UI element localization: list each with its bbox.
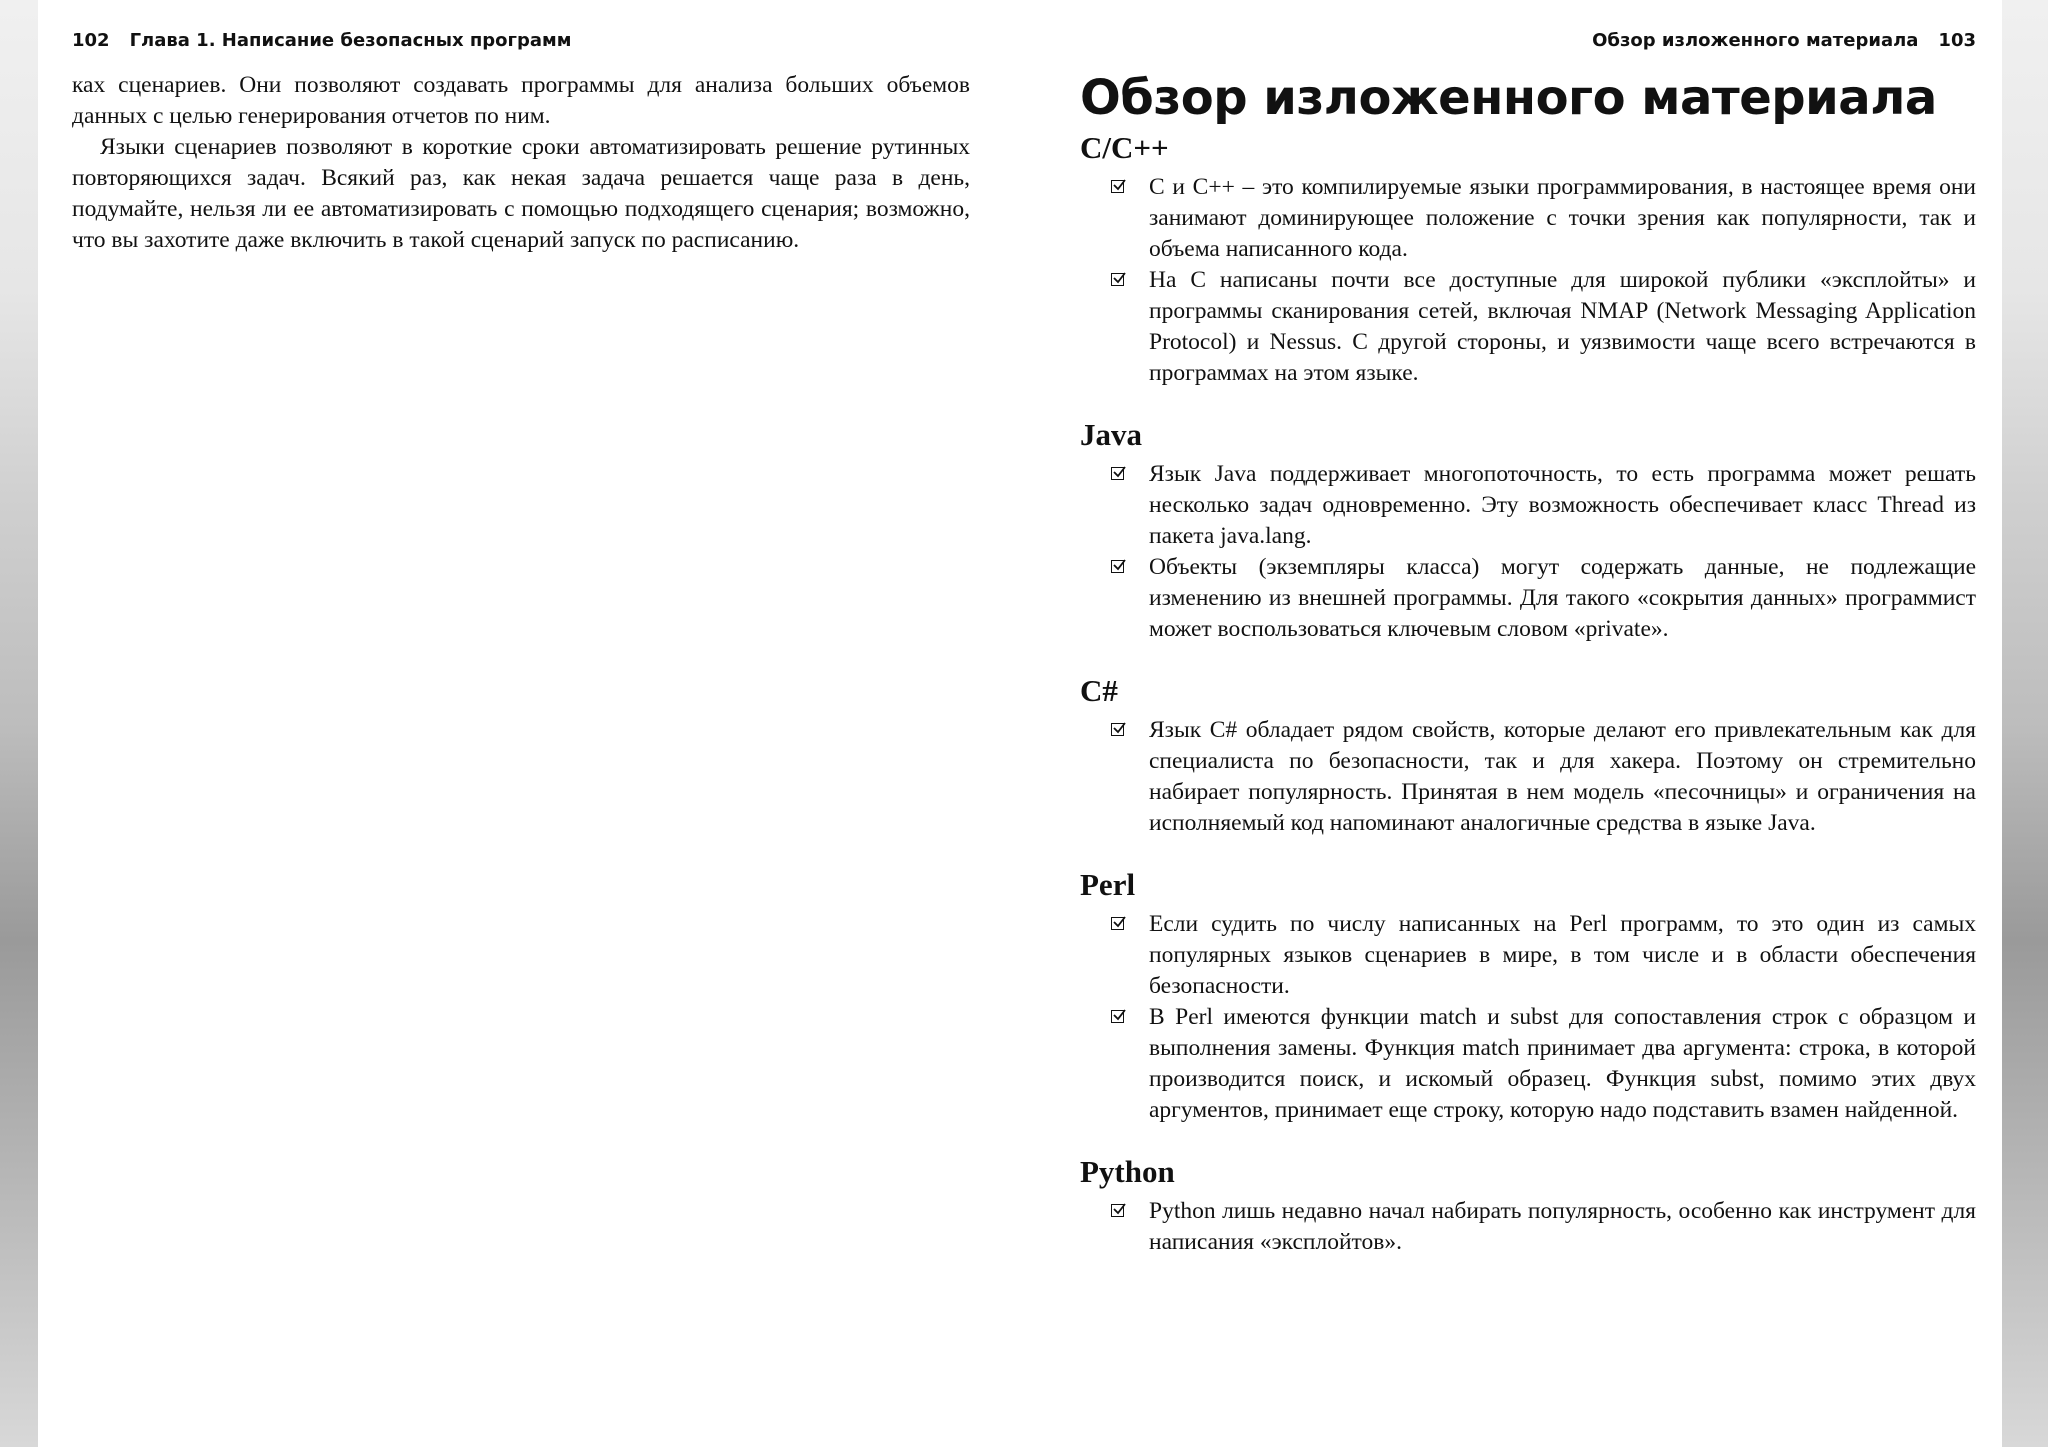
list-item — [1080, 909, 1976, 1002]
section-heading-python: Python — [1080, 1154, 1175, 1189]
section-list-csharp — [1080, 715, 1976, 839]
page-title: Обзор изложенного материала — [1080, 70, 1937, 126]
right-page — [1030, 0, 2002, 1447]
page-edge-right — [2002, 0, 2048, 1447]
list-item — [1080, 715, 1976, 839]
section-list-python — [1080, 1196, 1976, 1258]
section-list-c-cpp — [1080, 172, 1976, 389]
summary-content — [1080, 68, 1976, 1258]
left-body-text — [72, 70, 970, 256]
checkbox-icon — [1111, 917, 1124, 930]
section-heading-csharp: C# — [1080, 673, 1118, 708]
section-heading-perl: Perl — [1080, 867, 1136, 902]
checkbox-icon — [1111, 180, 1124, 193]
checkbox-icon — [1111, 467, 1124, 480]
item-text: Python лишь недавно начал набирать популярность, особенно как инструмент для написания «эксплойтов». — [1149, 1198, 1976, 1255]
list-item — [1080, 459, 1976, 552]
item-text: В Perl имеются функции match и subst для сопоставления строк с образцом и выполнения замены. Функция match принимает два аргумента: строка, в которой производится поиск, и искомый образец. Функция subst, помимо этих двух аргументов, принимает еще строку, которую надо подставить взамен найденной. — [1149, 1004, 1976, 1123]
list-item — [1080, 1002, 1976, 1126]
checkbox-icon — [1111, 1010, 1124, 1023]
section-list-java — [1080, 459, 1976, 645]
item-text: Язык Java поддерживает многопоточность, то есть программа может решать несколько задач одновременно. Эту возможность обеспечивает класс Thread из пакета java.lang. — [1149, 461, 1976, 549]
checkbox-icon — [1111, 1204, 1124, 1217]
list-item — [1080, 172, 1976, 265]
list-item — [1080, 552, 1976, 645]
left-chapter-title: Глава 1. Написание безопасных программ — [129, 30, 572, 51]
checkbox-icon — [1111, 560, 1124, 573]
section-heading-c-cpp: C/C++ — [1080, 130, 1169, 165]
item-text: Если судить по числу написанных на Perl программ, то это один из самых популярных языков сценариев в мире, в том числе и в области обеспечения безопасности. — [1149, 911, 1976, 999]
page-edge-left — [0, 0, 38, 1447]
left-running-head — [72, 30, 571, 51]
section-heading-java: Java — [1080, 417, 1142, 452]
list-item — [1080, 265, 1976, 389]
left-page — [38, 0, 1030, 1447]
right-page-number: 103 — [1938, 30, 1976, 51]
right-section-title: Обзор изложенного материала — [1592, 30, 1919, 51]
right-running-head — [1592, 30, 1976, 51]
paragraph: Языки сценариев позволяют в короткие сроки автоматизировать решение рутинных повторяющихся задач. Всякий раз, как некая задача решается чаще раза в день, подумайте, нельзя ли ее автоматизировать с помощью подходящего сценария; возможно, что вы захотите даже включить в такой сценарий запуск по расписанию. — [72, 134, 970, 253]
paragraph: ках сценариев. Они позволяют создавать программы для анализа больших объемов данных с целью генерирования отчетов по ним. — [72, 72, 970, 129]
item-text: Объекты (экземпляры класса) могут содержать данные, не подлежащие изменению из внешней программы. Для такого «сокрытия данных» программист может воспользоваться ключевым словом «private». — [1149, 554, 1976, 642]
checkbox-icon — [1111, 723, 1124, 736]
list-item — [1080, 1196, 1976, 1258]
left-page-number: 102 — [72, 30, 110, 51]
section-list-perl — [1080, 909, 1976, 1126]
item-text: C и C++ – это компилируемые языки программирования, в настоящее время они занимают доминирующее положение с точки зрения как популярности, так и объема написанного кода. — [1149, 174, 1976, 262]
item-text: На C написаны почти все доступные для широкой публики «эксплойты» и программы сканирования сетей, включая NMAP (Network Messaging Application Protocol) и Nessus. С другой стороны, и уязвимости чаще всего встречаются в программах на этом языке. — [1149, 267, 1976, 386]
checkbox-icon — [1111, 273, 1124, 286]
item-text: Язык C# обладает рядом свойств, которые делают его привлекательным как для специалиста по безопасности, так и для хакера. Поэтому он стремительно набирает популярность. Принятая в нем модель «песочницы» и ограничения на исполняемый код напоминают аналогичные средства в языке Java. — [1149, 717, 1976, 836]
